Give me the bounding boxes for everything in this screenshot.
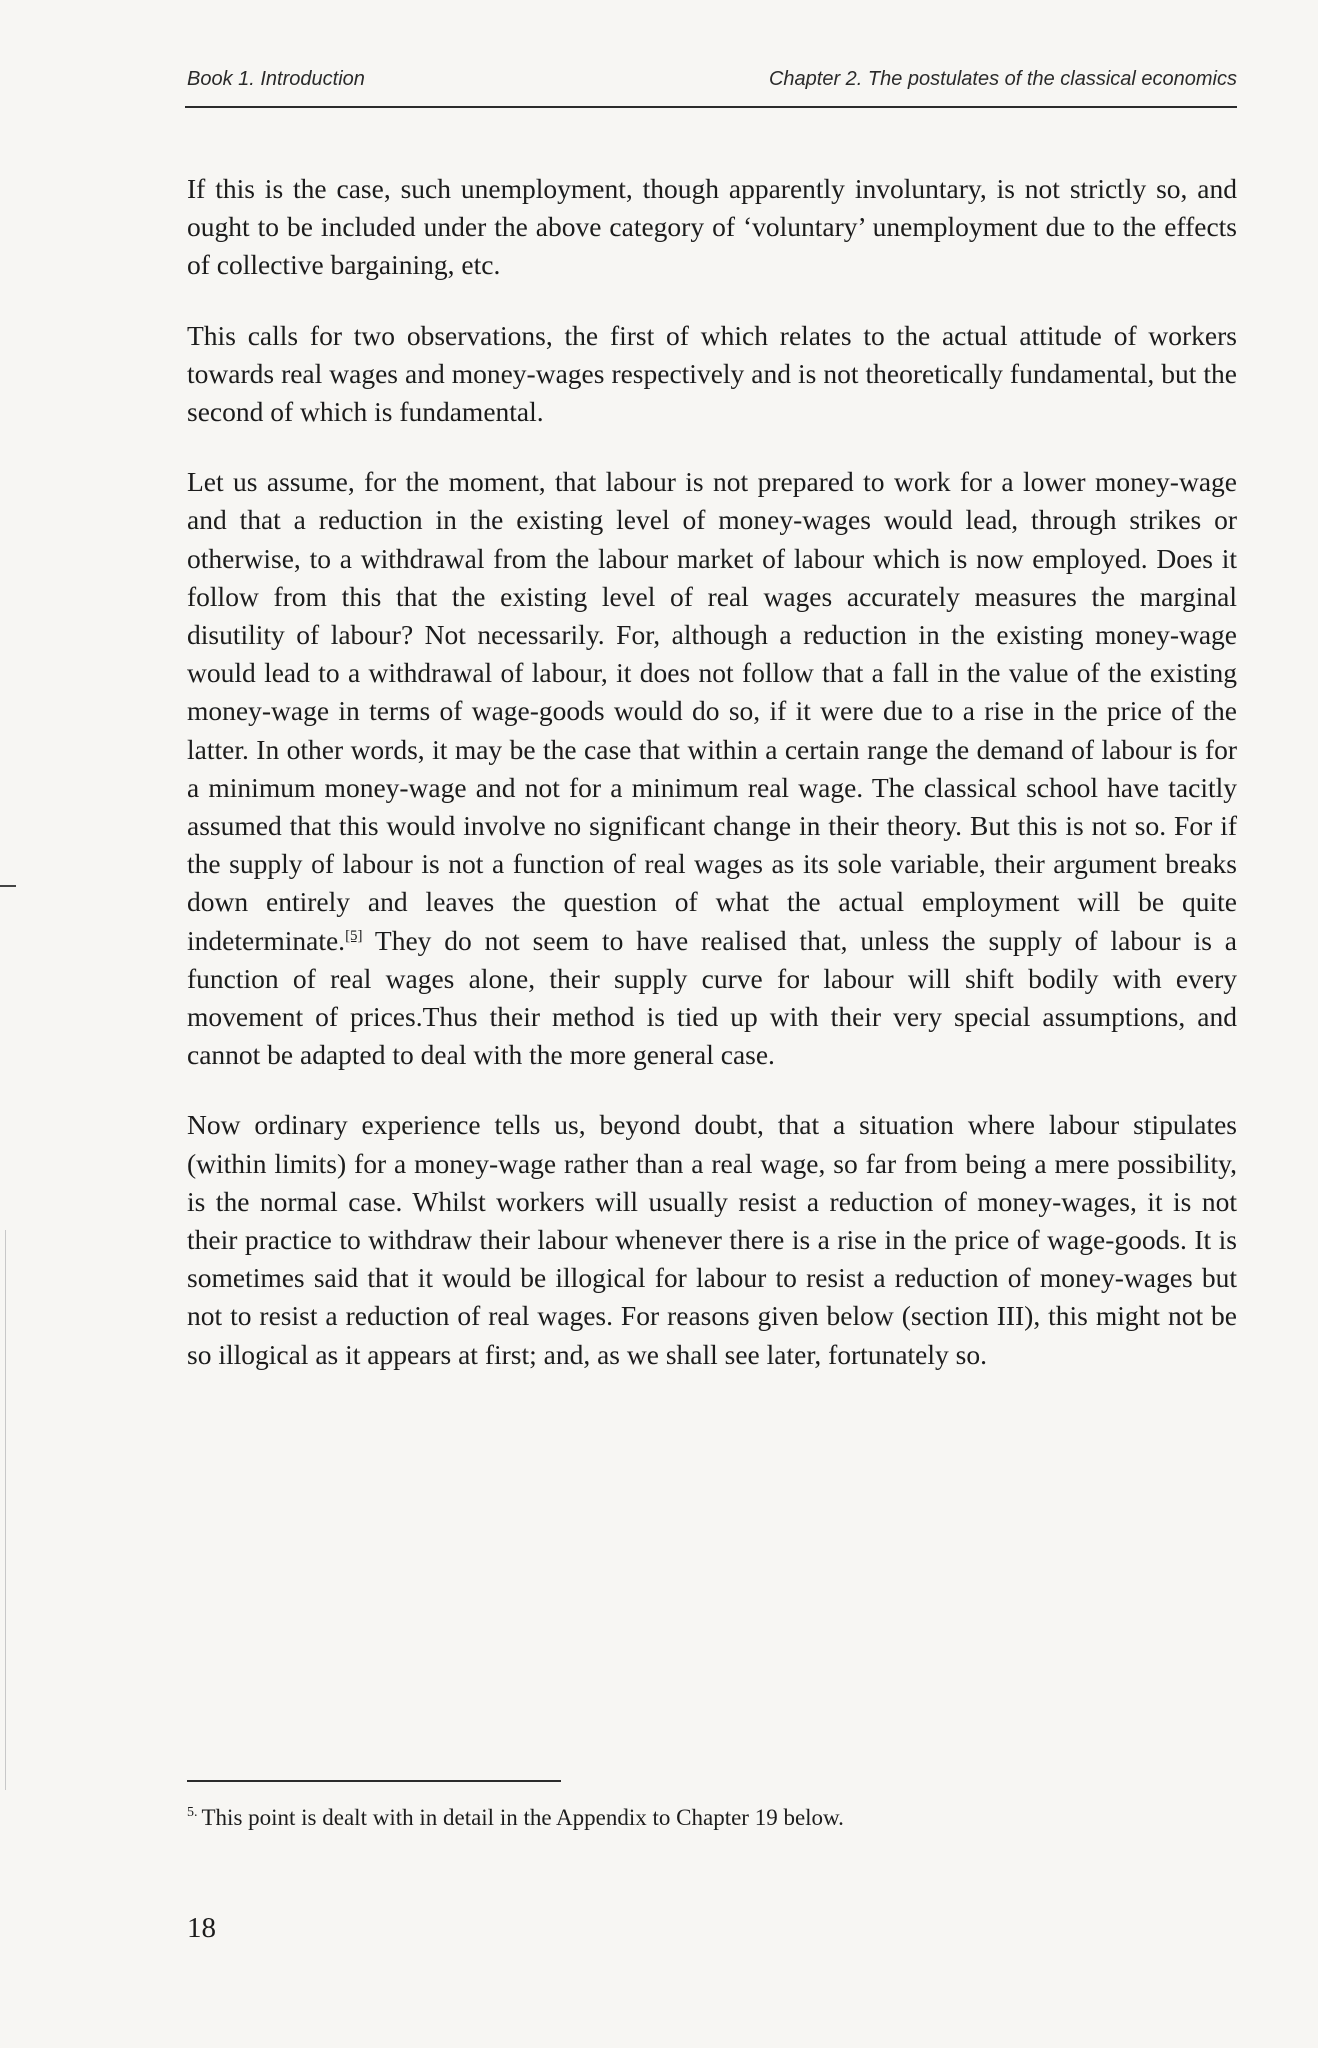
page-number: 18 (187, 1912, 216, 1944)
footnote-number: 5. (187, 1805, 198, 1821)
margin-mark (0, 885, 16, 887)
paragraph-2: This calls for two observations, the first of which relates to the actual attitude of workers towards real wages and money-wages respectively and is not theoretically fundamental, but the second of which is fundamental. (187, 319, 1237, 428)
footnote (187, 1803, 1237, 1833)
footnote-text: This point is dealt with in detail in the Appendix to Chapter 19 below. (201, 1805, 844, 1830)
footnote-rule (187, 1780, 561, 1782)
body-text (187, 170, 1237, 1406)
header-book-title: Book 1. Introduction (187, 68, 365, 90)
header-chapter-title: Chapter 2. The postulates of the classical economics (768, 68, 1237, 90)
scan-edge-line (5, 1230, 6, 1790)
header-rule (185, 106, 1237, 108)
running-header (187, 68, 1237, 104)
footnote-reference-link[interactable]: [5] (345, 927, 363, 944)
paragraph-3 (187, 463, 1237, 1074)
paragraph-3-text: Let us assume, for the moment, that labour is not prepared to work for a lower money-wage and that a reduction in the existing level of money-wages would lead, through strikes or otherwise, to a withdrawal from the labour market of labour which is now employed. Does it follow from this that the existing level of real wages accurately measures the marginal disutility of labour? Not necessarily. For, although a reduction in the existing money-wage would lead to a withdrawal of labour, it does not follow that a fall in the value of the existing money-wage in terms of wage-goods would do so, if it were due to a rise in the price of the latter. In other words, it may be the case that within a certain range the demand of labour is for a minimum money-wage and not for a minimum real wage. The classical school have tacitly assumed that this would involve no significant change in their theory. But this is not so. For if the supply of labour is not a function of real wages as its sole variable, their argument breaks down entirely and leaves the question of what the actual employment will be quite indeterminate. (187, 466, 1237, 956)
paragraph-4: Now ordinary experience tells us, beyond doubt, that a situation where labour stipulates (within limits) for a money-wage rather than a real wage, so far from being a mere possibility, is the normal case. Whilst workers will usually resist a reduction of money-wages, it is not their practice to withdraw their labour whenever there is a rise in the price of wage-goods. It is sometimes said that it would be illogical for labour to resist a reduction of money-wages but not to resist a reduction of real wages. For reasons given below (section III), this might not be so illogical as it appears at first; and, as we shall see later, fortunately so. (187, 1109, 1237, 1370)
paragraph-3-continuation: They do not seem to have realised that, unless the supply of labour is a function of real wages alone, their supply curve for labour will shift bodily with every movement of prices.Thus their method is tied up with their very special assumptions, and cannot be adapted to deal with the more general case. (187, 924, 1237, 1071)
paragraph-1: If this is the case, such unemployment, though apparently involuntary, is not strictly so, and ought to be included under the above category of ‘voluntary’ unemployment due to the effects of collective bargaining, etc. (187, 173, 1237, 281)
